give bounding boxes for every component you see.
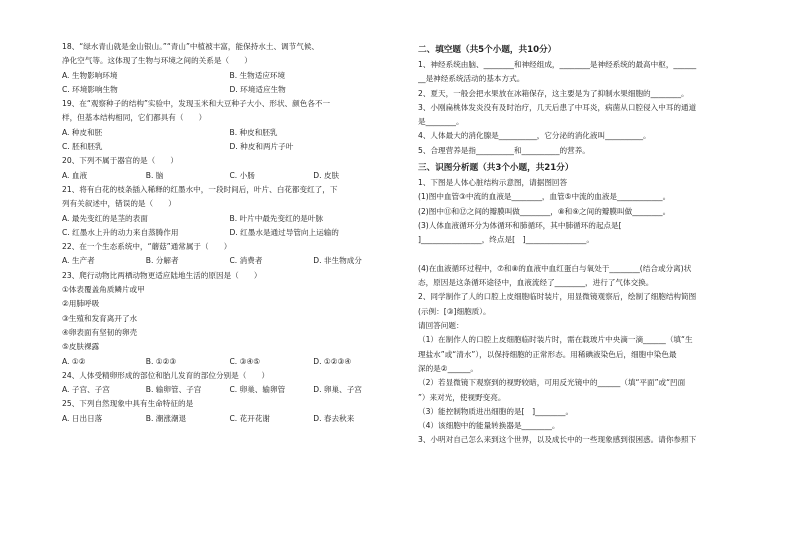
analysis-line: 请回答问题：: [418, 321, 464, 331]
option-b: B. 生物适应环境: [229, 70, 286, 80]
question-text: 净化空气等。这体现了生物与环境之间的关系是（ ）: [62, 56, 252, 66]
question-text: 23、爬行动物比两栖动物更适应陆地生活的原因是（ ）: [62, 270, 262, 280]
option-d: D. 非生物成分: [313, 256, 362, 266]
fill-in-line: 2、夏天，一般会把水果放在冰箱保存，这主要是为了抑制水果细胞的________。: [418, 88, 689, 98]
right-column: [418, 40, 753, 448]
analysis-line: (示例：[③]细胞质）。: [418, 306, 491, 316]
option-c: C. 胚和胚乳: [62, 142, 103, 152]
question-24: [62, 369, 397, 398]
analysis-line: (2)图中⑪和⑫之间的瓣膜叫做________，⑧和⑨之间的瓣膜叫做________。: [418, 206, 671, 216]
question-22: [62, 240, 397, 269]
option-row: [62, 69, 397, 83]
question-21: [62, 183, 397, 240]
fill-in-line: 1、神经系统由脑、________和神经组成，________是神经系统的最高中枢，______: [418, 60, 697, 69]
option-row: [62, 140, 397, 154]
statement-item: ①体表覆盖角质鳞片或甲: [62, 285, 145, 295]
option-a: A. 种皮和胚: [62, 127, 103, 137]
fill-in-line: __是神经系统活动的基本方式。: [418, 74, 525, 84]
option-a: A. 子宫、子宫: [62, 385, 110, 395]
question-text: 20、下列不属于器官的是（ ）: [62, 156, 178, 166]
option-d: D. 红墨水是通过导管向上运输的: [229, 227, 339, 237]
analysis-line: 深的是②______。: [418, 363, 478, 373]
option-a: A. 日出日落: [62, 413, 103, 423]
analysis-line: 2、同学制作了人的口腔上皮细胞临时装片，用显微镜观察后，绘制了细胞结构简图: [418, 292, 697, 302]
analysis-line: （3）能控制物质进出细胞的是[ ]________。: [418, 406, 574, 416]
option-c: C. 环境影响生物: [62, 84, 118, 94]
option-row: [62, 83, 397, 97]
option-d: D. 皮肤: [313, 170, 340, 180]
statement-item: ②用肺呼吸: [62, 299, 100, 309]
question-20: [62, 154, 397, 183]
option-d: D. 环境适应生物: [229, 84, 286, 94]
option-b: B. 输卵管、子宫: [145, 385, 202, 395]
option-row: [62, 169, 397, 183]
option-row: [62, 212, 397, 226]
question-text: 22、在一个生态系统中，“蘑菇”通常属于（ ）: [62, 242, 232, 252]
option-b: B. 种皮和胚乳: [229, 127, 278, 137]
option-b: B. ①②③: [145, 356, 177, 366]
analysis-line: ]________________，终点是[ ]________________。: [418, 235, 594, 245]
statement-item: ④卵表面有坚韧的卵壳: [62, 327, 138, 337]
section-title-fill-in: 二、填空题（共5个小题，共10分）: [418, 45, 557, 55]
analysis-line: （2）若显微镜下观察到的视野较暗，可用反光镜中的______（填“平面”或“凹面: [418, 378, 686, 388]
fill-in-section: [418, 58, 753, 158]
option-c: C. 花开花谢: [229, 413, 271, 423]
option-row: [62, 383, 397, 397]
analysis-line: (1)图中血管③中流的血液是________，血管⑤中流的血液是____________。: [418, 192, 671, 202]
question-18: [62, 40, 397, 97]
fill-in-line: 是________。: [418, 117, 464, 127]
option-d: D. ①②③④: [313, 356, 352, 366]
option-a: A. 生物影响环境: [62, 70, 118, 80]
option-a: A. 最先变红的是茎的表面: [62, 213, 148, 223]
option-c: C. ③④⑤: [229, 356, 261, 366]
analysis-line: （4）该细胞中的能量转换器是________。: [418, 421, 560, 431]
option-d: D. 种皮和两片子叶: [229, 142, 294, 152]
option-b: B. 分解者: [145, 256, 179, 266]
question-23: [62, 269, 397, 369]
section-title-diagram-analysis: 三、识图分析题（共3个小题，共21分）: [418, 163, 574, 174]
option-row: [62, 126, 397, 140]
option-row: [62, 355, 397, 369]
analysis-line: 理盐水”或“清水”），以保持细胞的正常形态。用稀碘液染色后，细胞中染色最: [418, 349, 677, 359]
analysis-line: 3、小明对自己怎么来到这个世界，以及成长中的一些现象感到很困惑。请你参照下: [418, 435, 697, 445]
question-text: 25、下列自然现象中具有生命特征的是: [62, 399, 194, 409]
option-a: A. 血液: [62, 170, 88, 180]
option-c: C. 红墨水上升的动力来自蒸腾作用: [62, 227, 179, 237]
question-19: [62, 97, 397, 154]
option-a: A. 生产者: [62, 256, 95, 266]
analysis-line: （1）在制作人的口腔上皮细胞临时装片时，需在载玻片中央滴一滴______（填“生: [418, 335, 693, 345]
question-25: [62, 397, 397, 426]
question-text: 18、“绿水青山就是金山银山。”“青山”中植被丰富，能保持水土、调节气候、: [62, 42, 320, 51]
analysis-line: (3)人体血液循环分为体循环和肺循环，其中肺循环的起点是[: [418, 220, 622, 230]
option-row: [62, 412, 397, 426]
diagram-analysis-section: [418, 176, 753, 448]
statement-item: ⑤皮肤裸露: [62, 342, 100, 352]
option-b: B. 叶片中最先变红的是叶脉: [229, 213, 324, 223]
analysis-line: ”）来对光，使视野变亮。: [418, 392, 506, 402]
left-column: [62, 40, 397, 426]
analysis-line: 态，原因是这条循环途径中，血液流经了________，进行了气体交换。: [418, 278, 654, 288]
fill-in-line: 3、小刚扁桃体发炎没有及时治疗，几天后患了中耳炎，病菌从口腔侵入中耳的通道: [418, 102, 697, 112]
analysis-line: 1、下图是人体心脏结构示意图，请据图回答: [418, 178, 568, 188]
question-text: 列有关叙述中，错误的是（ ）: [62, 199, 176, 209]
option-c: C. 小肠: [229, 170, 255, 180]
option-c: C. 消费者: [229, 256, 263, 266]
question-text: 21、将有白花的枝条插入稀释的红墨水中，一段时间后，叶片、白花都变红了，下: [62, 184, 338, 194]
option-b: B. 潮涨潮退: [145, 413, 187, 423]
analysis-line: [418, 248, 753, 262]
question-text: 19、在“观察种子的结构”实验中，发现玉米和大豆种子大小、形状、颜色各不一: [62, 99, 331, 109]
option-d: D. 春去秋来: [313, 413, 355, 423]
fill-in-line: 5、合理营养是指__________和__________的营养。: [418, 145, 590, 155]
option-row: [62, 254, 397, 268]
question-text: 24、人体受精卵形成的部位和胎儿发育的部位分别是（ ）: [62, 370, 270, 380]
question-text: 样，但基本结构相同，它们都具有（ ）: [62, 113, 207, 123]
option-a: A. ①②: [62, 356, 86, 366]
option-b: B. 脑: [145, 170, 164, 180]
option-d: D. 卵巢、子宫: [313, 385, 362, 395]
option-row: [62, 226, 397, 240]
statement-item: ③生殖和发育离开了水: [62, 313, 138, 323]
analysis-line: (4)在血液循环过程中，⑦和⑧的血液中血红蛋白与氧处于________(结合或分离)状: [418, 263, 692, 273]
option-c: C. 卵巢、输卵管: [229, 385, 286, 395]
fill-in-line: 4、人体最大的消化腺是__________，它分泌的消化液叫__________。: [418, 131, 651, 141]
